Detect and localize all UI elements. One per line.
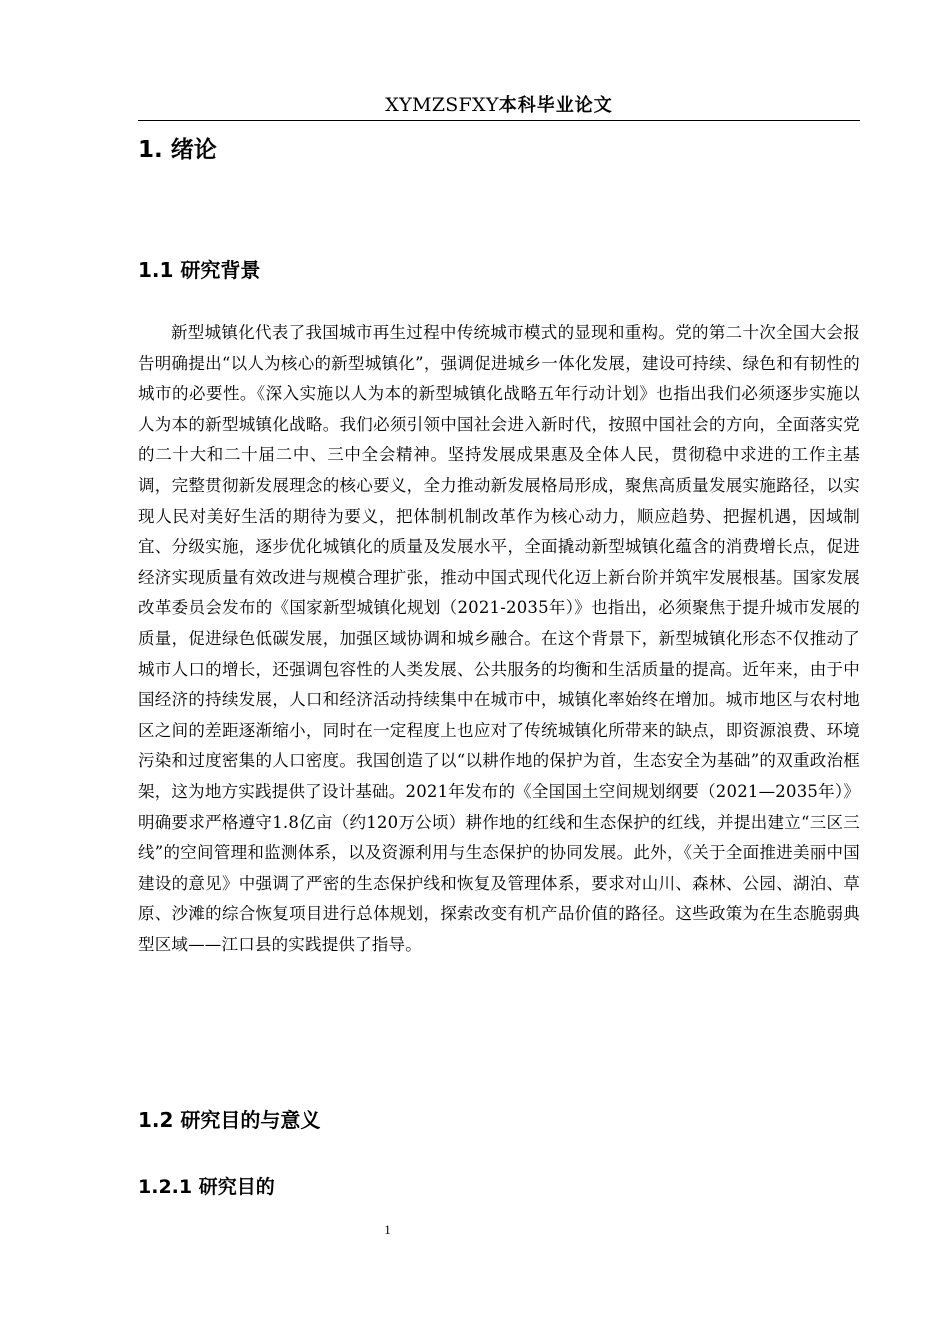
header-title: 本科毕业论文 — [498, 95, 613, 116]
header-divider — [138, 120, 860, 121]
body-paragraph: 新型城镇化代表了我国城市再生过程中传统城市模式的显现和重构。党的第二十次全国大会报告明确提出“以人为核心的新型城镇化”，强调促进城乡一体化发展，建设可持续、绿色和有韧性的城市的必要性。《深入实施以人为本的新型城镇化战略五年行动计划》也指出我们必须逐步实施以人为本的新型城镇化战略。我们必须引领中国社会进入新时代，按照中国社会的方向，全面落实党的二十大和二十届二中、三中全会精神。坚持发展成果惠及全体人民，贯彻稳中求进的工作主基调，完整贯彻新发展理念的核心要义，全力推动新发展格局形成，聚焦高质量发展实施路径，以实现人民对美好生活的期待为要义，把体制机制改革作为核心动力，顺应趋势、把握机遇，因域制宜、分级实施，逐步优化城镇化的质量及发展水平，全面撬动新型城镇化蕴含的消费增长点，促进经济实现质量有效改进与规模合理扩张，推动中国式现代化迈上新台阶并筑牢发展根基。国家发展改革委员会发布的《国家新型城镇化规划（2021-2035年）》也指出，必须聚焦于提升城市发展的质量，促进绿色低碳发展，加强区域协调和城乡融合。在这个背景下，新型城镇化形态不仅推动了城市人口的增长，还强调包容性的人类发展、公共服务的均衡和生活质量的提高。近年来，由于中国经济的持续发展，人口和经济活动持续集中在城市中，城镇化率始终在增加。城市地区与农村地区之间的差距逐渐缩小，同时在一定程度上也应对了传统城镇化所带来的缺点，即资源浪费、环境污染和过度密集的人口密度。我国创造了以“以耕作地的保护为首，生态安全为基础”的双重政治框架，这为地方实践提供了设计基础。2021年发布的《全国国土空间规划纲要（2021—2035年）》明确要求严格遵守1.8亿亩（约120万公顷）耕作地的红线和生态保护的红线，并提出建立“三区三线”的空间管理和监测体系，以及资源利用与生态保护的协同发展。此外，《关于全面推进美丽中国建设的意见》中强调了严密的生态保护线和恢复及管理体系，要求对山川、森林、公园、湖泊、草原、沙滩的综合恢复项目进行总体规划，探索改变有机产品价值的路径。这些政策为在生态脆弱典型区域——江口县的实践提供了指导。 — [138, 323, 860, 954]
section-heading-1-2: 1.2 研究目的与意义 — [138, 1108, 321, 1132]
subsection-heading-1-2-1: 1.2.1 研究目的 — [138, 1176, 275, 1198]
section-heading-1-1: 1.1 研究背景 — [138, 258, 261, 282]
page-number: 1 — [384, 1222, 391, 1237]
page-header — [138, 92, 860, 121]
chapter-heading: 1. 绪论 — [138, 137, 217, 163]
header-brand: XYMZSFXY — [385, 94, 499, 116]
